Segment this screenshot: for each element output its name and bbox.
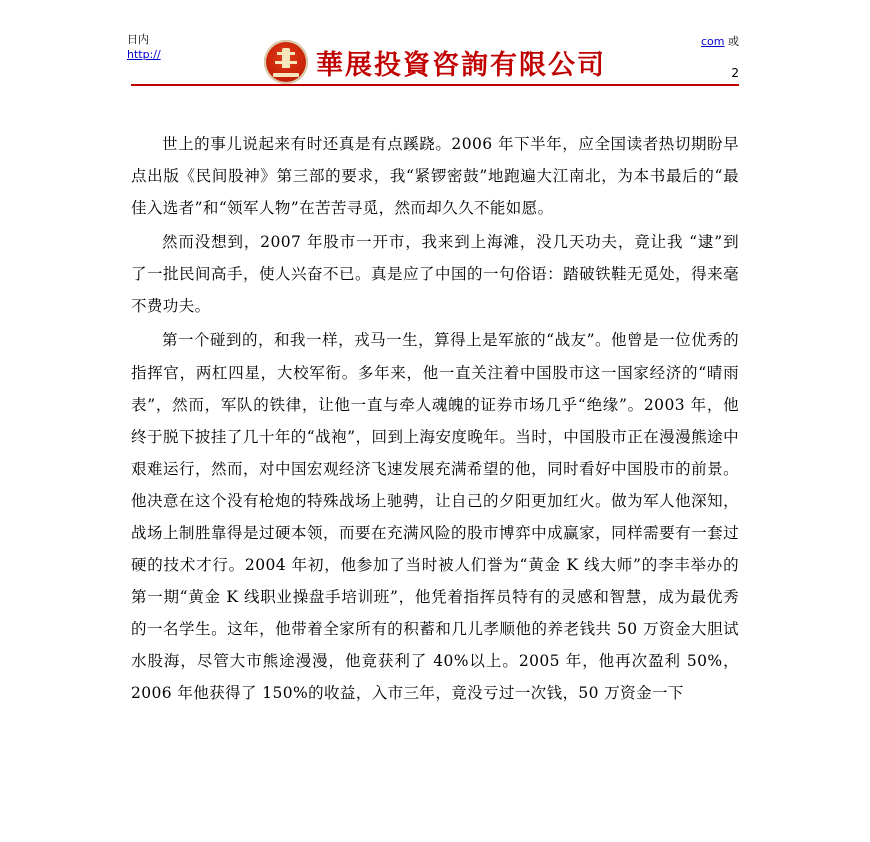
header-right-text: 或	[728, 35, 739, 48]
tower-emblem-icon	[264, 40, 308, 84]
paragraph: 然而没想到，2007 年股市一开市，我来到上海滩，没几天功夫，竟让我 “逮”到了一批民间高手，使人兴奋不已。真是应了中国的一句俗语：踏破铁鞋无觅处，得来毫不费功夫。	[131, 233, 739, 316]
company-logo-block	[0, 40, 870, 84]
header-right-link[interactable]: com	[701, 35, 725, 48]
page-header	[0, 0, 870, 92]
company-name: 華展投資咨詢有限公司	[316, 49, 606, 81]
header-left-link[interactable]: http://	[127, 47, 161, 61]
page-number: 2	[731, 66, 739, 80]
paragraph: 第一个碰到的，和我一样，戎马一生，算得上是军旅的“战友”。他曾是一位优秀的指挥官，两杠四星，大校军衔。多年来，他一直关注着中国股市这一国家经济的“晴雨表”，然而，军队的铁律，让他一直与牵人魂魄的证券市场几乎“绝缘”。2003 年，他终于脱下披挂了几十年的“战袍”，回到上海安度晚年。当时，中国股市正在漫漫熊途中艰难运行，然而，对中国宏观经济飞速发展充满希望的他，同时看好中国股市的前景。他决意在这个没有枪炮的特殊战场上驰骋，让自己的夕阳更加红火。做为军人他深知，战场上制胜靠得是过硬本领，而要在充满风险的股市博弈中成赢家，同样需要有一套过硬的技术才行。2004 年初，他参加了当时被人们誉为“黄金 K 线大师”的李丰举办的第一期“黄金 K 线职业操盘手培训班”，他凭着指挥员特有的灵感和智慧，成为最优秀的一名学生。这年，他带着全家所有的积蓄和几儿孝顺他的养老钱共 50 万资金大胆试水股海，尽管大市熊途漫漫，他竟获利了 40%以上。2005 年，他再次盈利 50%，2006 年他获得了 150%的收益，入市三年，竟没亏过一次钱，50 万资金一下	[131, 331, 739, 703]
header-divider	[131, 84, 739, 86]
document-body	[131, 128, 739, 842]
paragraph: 世上的事儿说起来有时还真是有点蹊跷。2006 年下半年，应全国读者热切期盼早点出版《民间股神》第三部的要求，我“紧锣密鼓”地跑遍大江南北，为本书最后的“最佳入选者”和“领军人物”在苦苦寻觅，然而却久久不能如愿。	[131, 135, 739, 218]
header-left-text: 日内	[127, 33, 149, 46]
